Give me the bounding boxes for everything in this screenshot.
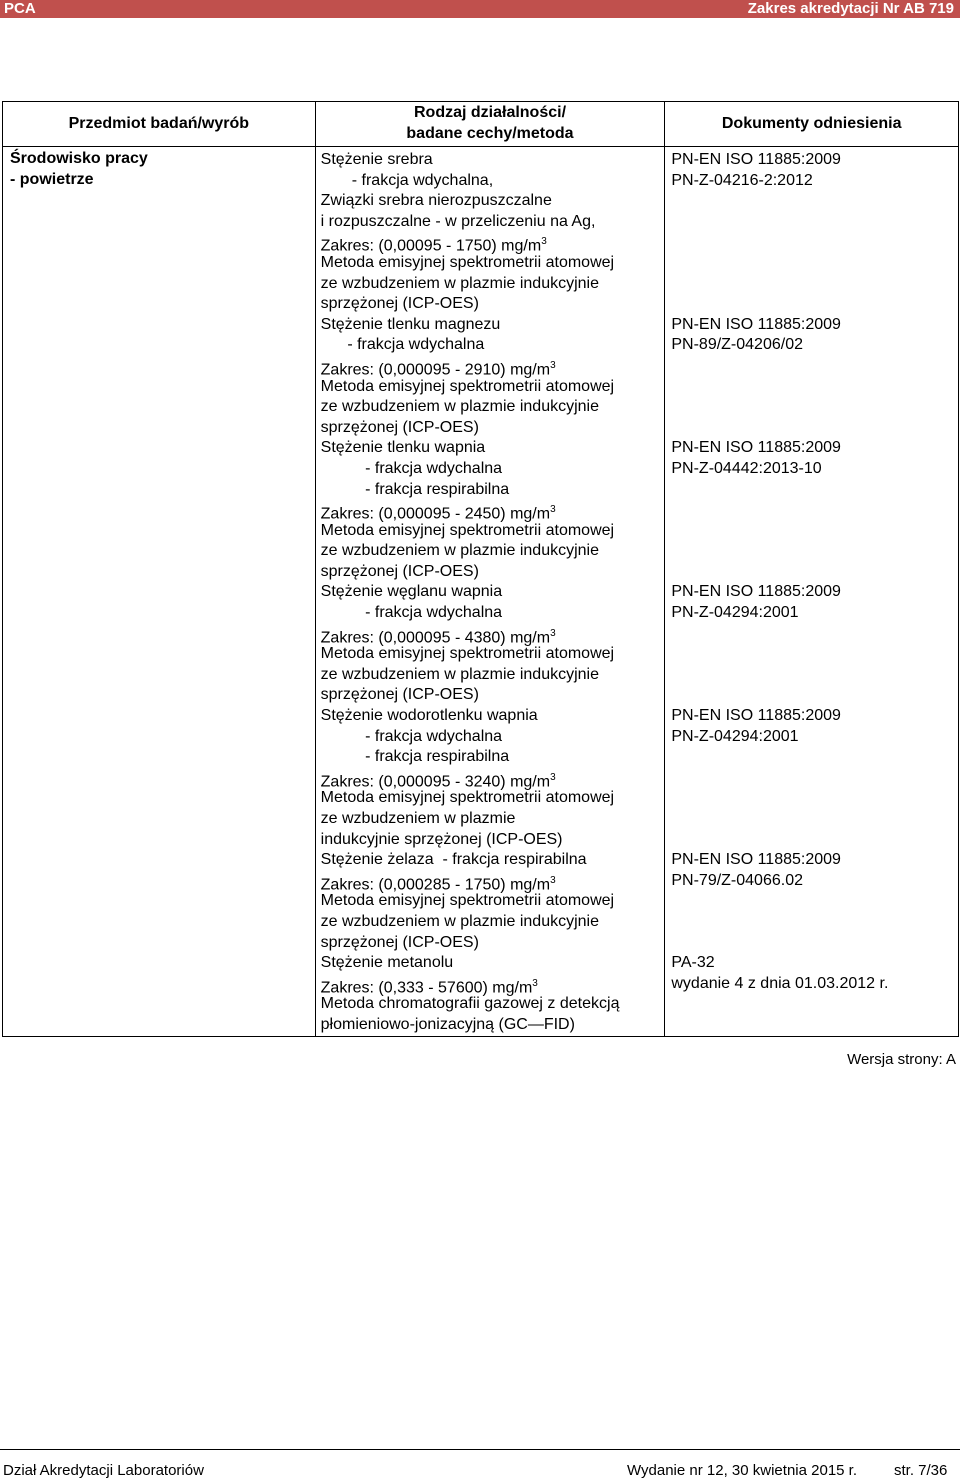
- header-right: Zakres akredytacji Nr AB 719: [747, 0, 954, 17]
- method-line: Zakres: (0,000095 - 2910) $mg/m^3$: [320, 359, 556, 379]
- method-line: Metoda chromatografii gazowej z detekcją: [320, 995, 620, 1013]
- document-line: PN-EN ISO 11885:2009: [671, 151, 841, 168]
- document-line: [671, 747, 954, 768]
- document-line: wydanie 4 z dnia 01.03.2012 r.: [671, 974, 889, 992]
- document-line: PN-Z-04216-2:2012: [671, 171, 813, 189]
- unit-superscript: 3: [550, 627, 556, 639]
- document-block: [671, 438, 954, 582]
- method-line: Zakres: (0,00095 - 1750) $mg/m^3$: [320, 236, 547, 255]
- method-line: Metoda emisyjnej spektrometrii atomowej: [320, 892, 615, 910]
- header-left: PCA: [4, 0, 36, 17]
- method-line: sprzężonej (ICP-OES): [320, 933, 479, 951]
- document-line: [671, 685, 954, 706]
- document-line: PN-EN ISO 11885:2009: [671, 707, 841, 725]
- method-line: - frakcja respirabilna: [320, 480, 510, 498]
- method-line: Zakres: (0,333 - 57600) $mg/m^3$: [320, 977, 538, 997]
- method-line: Zakres: (0,000095 - 4380) $mg/m^3$: [320, 627, 556, 646]
- document-block: [671, 706, 954, 850]
- document-line: PN-EN ISO 11885:2009: [671, 583, 841, 601]
- method-line: Metoda emisyjnej spektrometrii atomowej: [320, 377, 615, 395]
- method-line: Metoda emisyjnej spektrometrii atomowej: [320, 645, 615, 663]
- document-line: PN-EN ISO 11885:2009: [671, 439, 841, 457]
- method-line: Stężenie wodorotlenku wapnia: [320, 707, 538, 725]
- document-block: [671, 315, 954, 439]
- document-line: PN-89/Z-04206/02: [671, 336, 803, 354]
- method-line: ze wzbudzeniem w plazmie indukcyjnie: [320, 912, 599, 930]
- col-header-documents: Dokumenty odniesienia: [665, 102, 959, 147]
- subject-cell: [3, 147, 316, 1037]
- document-line: PN-EN ISO 11885:2009: [671, 851, 841, 869]
- document-line: [671, 933, 954, 954]
- document-line: PN-Z-04294:2001: [671, 604, 799, 622]
- document-line: [671, 294, 954, 315]
- method-line: - frakcja wdychalna: [320, 459, 503, 477]
- method-line: Stężenie srebra: [320, 151, 433, 168]
- method-line: - frakcja wdychalna,: [320, 171, 494, 189]
- document-line: [671, 418, 954, 439]
- document-line: [671, 665, 954, 686]
- document-line: [671, 768, 954, 789]
- method-block: [321, 582, 661, 706]
- method-line: Metoda emisyjnej spektrometrii atomowej: [320, 789, 615, 807]
- unit-superscript: 3: [550, 359, 556, 371]
- document-line: [671, 500, 954, 521]
- method-block: [321, 706, 661, 850]
- unit-superscript: 3: [550, 874, 556, 886]
- method-line: Stężenie węglanu wapnia: [320, 583, 503, 601]
- method-line: Stężenie metanolu: [320, 954, 454, 972]
- method-block: [321, 438, 661, 582]
- document-line: [671, 253, 954, 274]
- unit-superscript: 3: [541, 236, 547, 248]
- document-block: [671, 150, 954, 315]
- document-line: PN-79/Z-04066.02: [671, 871, 803, 889]
- method-line: Zakres: (0,000095 - 3240) $mg/m^3$: [320, 771, 556, 791]
- method-line: Stężenie tlenku wapnia: [320, 439, 486, 457]
- document-line: [671, 644, 954, 665]
- document-line: [671, 212, 954, 233]
- method-line: sprzężonej (ICP-OES): [320, 418, 479, 436]
- method-line: Zakres: (0,000095 - 2450) $mg/m^3$: [320, 504, 556, 523]
- document-line: PN-Z-04294:2001: [671, 727, 799, 745]
- document-line: [671, 356, 954, 377]
- subject-line: Środowisko pracy: [10, 150, 148, 167]
- method-line: - frakcja wdychalna: [320, 336, 485, 354]
- methods-cell: [315, 147, 665, 1037]
- document-line: [671, 191, 954, 212]
- page-version: Wersja strony: A: [847, 1051, 956, 1068]
- footer-edition: Wydanie nr 12, 30 kwietnia 2015 r.: [627, 1462, 858, 1479]
- method-block: [321, 850, 661, 953]
- document-line: PA-32: [671, 954, 715, 972]
- method-line: sprzężonej (ICP-OES): [320, 562, 479, 580]
- document-line: [671, 521, 954, 542]
- subject-line: - powietrze: [10, 170, 94, 188]
- footer-department: Dział Akredytacji Laboratoriów: [3, 1462, 204, 1479]
- method-line: ze wzbudzeniem w plazmie indukcyjnie: [320, 542, 599, 560]
- document-line: [671, 562, 954, 583]
- method-line: sprzężonej (ICP-OES): [320, 686, 479, 704]
- document-line: [671, 541, 954, 562]
- method-line: Metoda emisyjnej spektrometrii atomowej: [320, 253, 615, 271]
- method-block: [321, 953, 661, 1035]
- method-line: Związki srebra nierozpuszczalne: [320, 192, 552, 210]
- method-line: ze wzbudzeniem w plazmie indukcyjnie: [320, 274, 599, 292]
- method-line: Metoda emisyjnej spektrometrii atomowej: [320, 521, 615, 539]
- method-block: [321, 315, 661, 439]
- document-block: [671, 582, 954, 706]
- method-line: płomieniowo-jonizacyjną (GC—FID): [320, 1015, 575, 1033]
- unit-superscript: 3: [550, 504, 556, 516]
- method-line: - frakcja respirabilna: [320, 748, 510, 766]
- method-line: - frakcja wdychalna: [320, 727, 503, 745]
- document-line: [671, 397, 954, 418]
- col-header-method: Rodzaj działalności/ badane cechy/metoda: [315, 102, 665, 147]
- document-line: [671, 274, 954, 295]
- method-line: Zakres: (0,000285 - 1750) $mg/m^3$: [320, 874, 556, 894]
- col-header-subject: Przedmiot badań/wyrób: [3, 102, 316, 147]
- method-line: ze wzbudzeniem w plazmie indukcyjnie: [320, 665, 599, 683]
- document-line: [671, 232, 954, 253]
- document-line: [671, 377, 954, 398]
- accreditation-table: [2, 101, 959, 1037]
- document-line: [671, 809, 954, 830]
- method-line: ze wzbudzeniem w plazmie: [320, 810, 516, 827]
- method-line: ze wzbudzeniem w plazmie indukcyjnie: [320, 398, 599, 416]
- document-block: [671, 953, 954, 1035]
- footer-rule: [0, 1449, 960, 1450]
- document-line: [671, 788, 954, 809]
- method-line: - frakcja wdychalna: [320, 604, 503, 622]
- method-line: i rozpuszczalne - w przeliczeniu na Ag,: [320, 212, 596, 230]
- document-line: [671, 830, 954, 851]
- documents-cell: [665, 147, 959, 1037]
- document-line: [671, 480, 954, 501]
- method-line: Stężenie żelaza - frakcja respirabilna: [320, 851, 587, 869]
- document-line: [671, 912, 954, 933]
- method-line: Stężenie tlenku magnezu: [320, 315, 501, 333]
- method-line: indukcyjnie sprzężonej (ICP-OES): [320, 830, 563, 848]
- document-line: PN-EN ISO 11885:2009: [671, 315, 841, 333]
- document-line: [671, 1015, 954, 1036]
- method-line: sprzężonej (ICP-OES): [320, 295, 479, 313]
- unit-superscript: 3: [532, 977, 538, 989]
- document-line: [671, 891, 954, 912]
- document-line: [671, 994, 954, 1015]
- footer-page-number: str. 7/36: [894, 1462, 948, 1479]
- document-line: [671, 624, 954, 645]
- document-line: PN-Z-04442:2013-10: [671, 459, 822, 477]
- method-block: [321, 150, 661, 315]
- unit-superscript: 3: [550, 771, 556, 783]
- document-block: [671, 850, 954, 953]
- header-bar: [0, 0, 960, 18]
